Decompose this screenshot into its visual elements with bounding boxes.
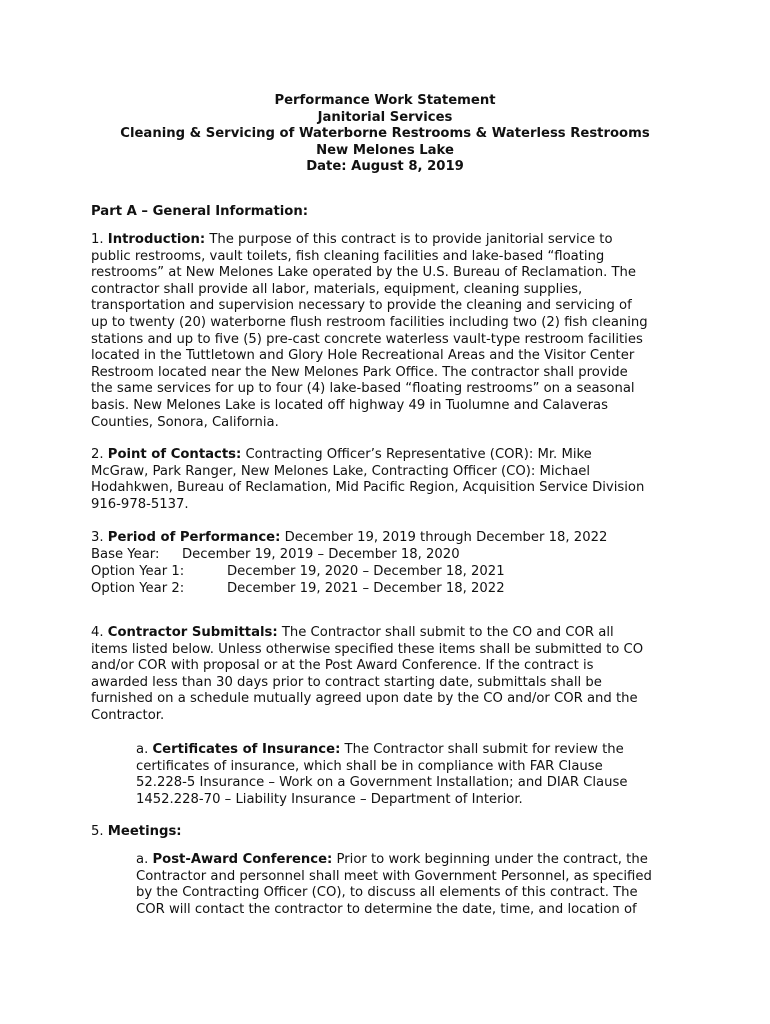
title-line-date: Date: August 8, 2019 [306,159,464,175]
period-line: 3. Period of Performance: December 19, 2019 through December 18, 2022 [91,530,608,545]
section-number: 1. [91,232,108,247]
section-label: Introduction: [107,232,206,247]
title-line-janitorial: Janitorial Services [317,109,453,125]
contacts-line: 2. Point of Contacts: Contracting Officer’s Representative (COR): Mr. Mike [91,447,592,462]
insurance-line: 52.228-5 Insurance – Work on a Government Installation; and DIAR Clause [136,775,628,791]
subsection-label: Certificates of Insurance: [152,742,341,757]
contacts-line: 916-978-5137. [91,496,189,512]
meetings-line [91,824,691,841]
intro-line: basis. New Melones Lake is located off highway 49 in Tuolumne and Calaveras [91,397,608,413]
intro-line: restrooms” at New Melones Lake operated by the U.S. Bureau of Reclamation. The [91,265,637,281]
period-value: December 19, 2019 – December 18, 2020 [182,546,460,562]
section-meetings [91,824,691,841]
period-label: Option Year 1: [91,563,185,579]
submittals-line: awarded less than 30 days prior to contract starting date, submittals shall be [91,674,602,690]
intro-line: transportation and supervision necessary to provide the cleaning and servicing of [91,298,632,314]
period-label: Base Year: [91,546,160,562]
part-a-heading: Part A – General Information: [91,204,308,219]
intro-line: Restroom located near the New Melones Park Office. The contractor shall provide [91,364,628,380]
subsection-post-award-conference [136,852,696,918]
intro-line: 1. Introduction: The purpose of this contract is to provide janitorial service to [91,232,613,247]
section-number: 5. [91,824,108,839]
section-label: Contractor Submittals: [107,625,278,640]
section-period-of-performance [91,530,691,598]
period-row-option-year-2 [91,581,691,598]
period-label: Option Year 2: [91,580,185,596]
submittals-line: 4. Contractor Submittals: The Contractor shall submit to the CO and COR all [91,625,614,640]
section-introduction [91,232,691,431]
submittals-line: items listed below. Unless otherwise specified these items shall be submitted to CO [91,641,644,657]
intro-line: public restrooms, vault toilets, fish cleaning facilities and lake-based “floating [91,248,605,264]
contacts-line: Hodahkwen, Bureau of Reclamation, Mid Pacific Region, Acquisition Service Division [91,480,645,496]
insurance-line: certificates of insurance, which shall be in compliance with FAR Clause [136,758,603,774]
title-line-cleaning: Cleaning & Servicing of Waterborne Restrooms & Waterless Restrooms [120,126,650,142]
title-line-location: New Melones Lake [316,142,454,158]
intro-line: Counties, Sonora, California. [91,414,279,430]
section-number: 3. [91,530,108,545]
submittals-line: and/or COR with proposal or at the Post Award Conference. If the contract is [91,658,594,674]
conference-line: COR will contact the contractor to determine the date, time, and location of [136,901,637,917]
submittals-line: furnished on a schedule mutually agreed upon date by the CO and/or COR and the [91,691,638,707]
section-number: 4. [91,625,108,640]
intro-line: the same services for up to four (4) lake-based “floating restrooms” on a seasonal [91,381,635,397]
document-title-block [0,93,770,176]
period-row-base-year [91,547,691,564]
subsection-letter: a. [136,742,153,757]
intro-line: located in the Tuttletown and Glory Hole Recreational Areas and the Visitor Center [91,348,635,364]
conference-line: Contractor and personnel shall meet with Government Personnel, as specified [136,868,652,884]
section-label: Meetings: [107,824,182,839]
subsection-label: Post-Award Conference: [152,852,333,867]
title-line-pws: Performance Work Statement [274,93,496,108]
insurance-line: 1452.228-70 – Liability Insurance – Department of Interior. [136,791,523,807]
section-point-of-contacts [91,447,691,513]
subsection-certificates-of-insurance [136,742,696,808]
contacts-line: McGraw, Park Ranger, New Melones Lake, Contracting Officer (CO): Michael [91,463,591,479]
section-number: 2. [91,447,108,462]
period-row-option-year-1 [91,564,691,581]
intro-line: contractor shall provide all labor, materials, equipment, cleaning supplies, [91,281,583,297]
section-contractor-submittals [91,625,691,725]
submittals-line: Contractor. [91,707,165,723]
conference-line: a. Post-Award Conference: Prior to work beginning under the contract, the [136,852,648,867]
subsection-letter: a. [136,852,153,867]
intro-line: up to twenty (20) waterborne flush restroom facilities including two (2) fish cleaning [91,314,648,330]
period-value: December 19, 2021 – December 18, 2022 [227,580,505,596]
intro-line: stations and up to five (5) pre-cast concrete waterless vault-type restroom facilities [91,331,643,347]
section-label: Period of Performance: [107,530,281,545]
section-label: Point of Contacts: [107,447,242,462]
conference-line: by the Contracting Officer (CO), to discuss all elements of this contract. The [136,885,638,901]
period-value: December 19, 2020 – December 18, 2021 [227,563,505,579]
insurance-line: a. Certificates of Insurance: The Contractor shall submit for review the [136,742,624,757]
